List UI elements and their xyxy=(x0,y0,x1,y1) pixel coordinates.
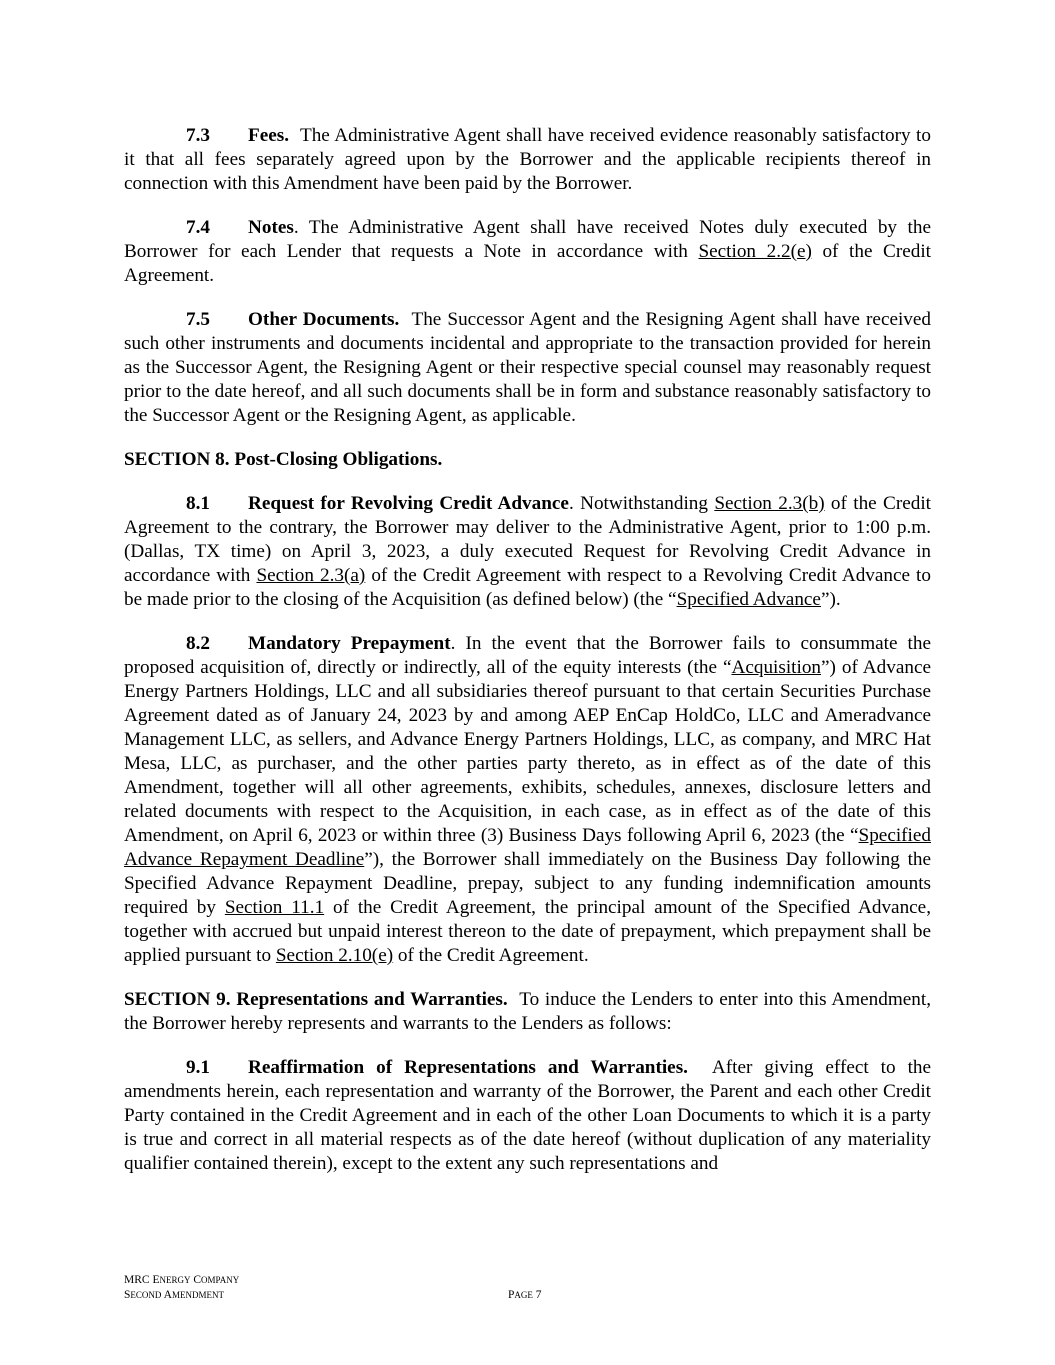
section-body: The Administrative Agent shall have received evidence reasonably satisfactory to it that all fees separately agreed upon by the Borrower and the applicable recipients thereof in connection with this Amendment have been paid by the Borrower. xyxy=(124,125,931,194)
section-7-5 xyxy=(124,308,931,428)
footer-document: SECOND AMENDMENT xyxy=(124,1289,224,1301)
document-page xyxy=(124,124,931,1196)
section-reference: Section 2.2(e) xyxy=(698,241,812,262)
section-heading: Fees. xyxy=(248,125,290,146)
section-heading: Other Documents. xyxy=(248,309,400,330)
section-body: To induce the Lenders to enter into this Amendment, the Borrower hereby represents and warrants to the Lenders as follows: xyxy=(124,989,931,1034)
section-9 xyxy=(124,988,931,1036)
section-reference: Section 11.1 xyxy=(224,897,325,918)
defined-term: Specified Advance Repayment Deadline xyxy=(124,825,931,870)
section-heading: Notes xyxy=(248,217,294,238)
section-8-heading: SECTION 8. Post-Closing Obligations. xyxy=(124,449,443,470)
section-number: 8.2 xyxy=(186,633,210,654)
section-body: After giving effect to the amendments herein, each representation and warranty of the Borrower, the Parent and each other Credit Party contained in the Credit Agreement and in each of the other Loan Documents to which it is a party is true and correct in all material respects as of the date hereof (without duplication of any materiality qualifier contained therein), except to the extent any such representations and xyxy=(124,1057,932,1174)
section-heading: Request for Revolving Credit Advance xyxy=(248,493,569,514)
section-7-3 xyxy=(124,124,931,196)
page-number: PAGE 7 xyxy=(508,1289,542,1301)
section-7-4: 7.4 Notes. The Administrative Agent shall have received Notes duly executed by the Borrower for each Lender that requests a Note in accordance with Section 2.2(e) of the Credit Agreement. xyxy=(124,217,931,286)
defined-term: Acquisition xyxy=(731,657,822,678)
section-9-1 xyxy=(124,1056,931,1176)
section-8-1: 8.1 Request for Revolving Credit Advance. Notwithstanding Section 2.3(b) of the Credit Agreement to the contrary, the Borrower may deliver to the Administrative Agent, prior to 1:00 p.m. (Dallas, TX time) on April 3, 2023, a duly executed Request for Revolving Credit Advance in accordance with Section 2.3(a) of the Credit Agreement with respect to a Revolving Credit Advance to be made prior to the closing of the Acquisition (as defined below) (the “Specified Advance”). xyxy=(124,493,931,610)
section-heading: SECTION 9. Representations and Warranties. xyxy=(124,989,508,1010)
footer-company: MRC ENERGY COMPANY xyxy=(124,1274,240,1286)
section-heading: Mandatory Prepayment xyxy=(248,633,451,654)
section-heading: Reaffirmation of Representations and Warranties. xyxy=(248,1057,688,1078)
section-number: 7.4 xyxy=(186,217,210,238)
section-reference: Section 2.10(e) xyxy=(275,945,394,966)
section-8-2: 8.2 Mandatory Prepayment. In the event that the Borrower fails to consummate the proposed acquisition of, directly or indirectly, all of the equity interests (the “Acquisition”) of Advance Energy Partners Holdings, LLC and all subsidiaries thereof pursuant to that certain Securities Purchase Agreement dated as of January 24, 2023 by and among AEP EnCap HoldCo, LLC and Ameradvance Management LLC, as sellers, and Advance Energy Partners Holdings, LLC, as company, and MRC Hat Mesa, LLC, as purchaser, and the other parties party thereto, as in effect as of the date of this Amendment, together will all other agreements, exhibits, schedules, annexes, disclosure letters and related documents with respect to the Acquisition, in each case, as in effect as of the date of this Amendment, on April 6, 2023 or within three (3) Business Days following April 6, 2023 (the “Specified Advance Repayment Deadline”), the Borrower shall immediately on the Business Day following the Specified Advance Repayment Deadline, prepay, subject to any funding indemnification amounts required by Section 11.1 of the Credit Agreement, the principal amount of the Specified Advance, together with accrued but unpaid interest thereon to the date of prepayment, which prepayment shall be applied pursuant to Section 2.10(e) of the Credit Agreement. xyxy=(124,633,932,966)
section-body: The Successor Agent and the Resigning Agent shall have received such other instruments and documents incidental and appropriate to the transaction provided for herein as the Successor Agent, the Resigning Agent or their respective special counsel may reasonably request prior to the date hereof, and all such documents shall be in form and substance reasonably satisfactory to the Successor Agent or the Resigning Agent, as applicable. xyxy=(124,309,932,426)
section-reference: Section 2.3(b) xyxy=(714,493,825,514)
defined-term: Specified Advance xyxy=(676,589,821,610)
footer-left xyxy=(124,1273,239,1303)
section-number: 8.1 xyxy=(186,493,210,514)
section-number: 7.3 xyxy=(186,125,210,146)
section-number: 7.5 xyxy=(186,309,210,330)
section-number: 9.1 xyxy=(186,1057,210,1078)
section-reference: Section 2.3(a) xyxy=(256,565,366,586)
